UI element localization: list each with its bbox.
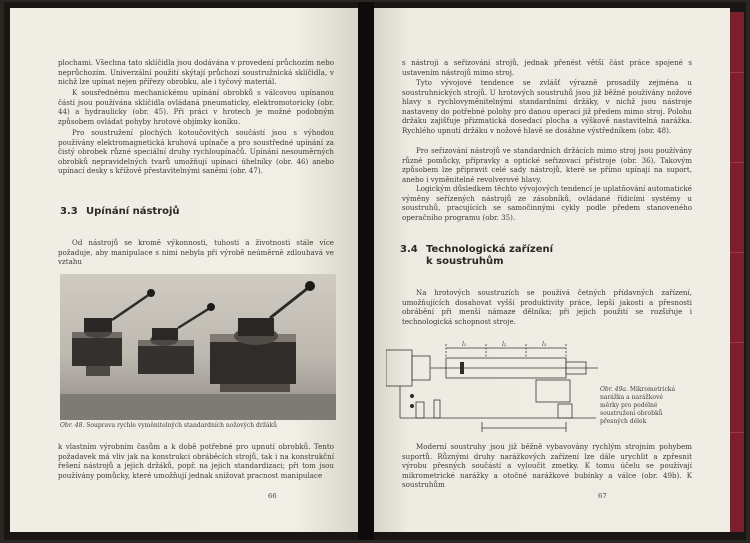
- figure-caption-line: přesných délek: [600, 418, 647, 425]
- figure-49a-diagram: [386, 340, 606, 436]
- paragraph: Logickým důsledkem těchto vývojových tendencí je uplatňování automatické výměny seřízených nástrojů ze zásobníků, ovládané řídicími systémy u soustruhů, pracujících se samočinnými cykly podle předem stanoveného operačního programu (obr. 35).: [402, 184, 692, 222]
- figure-caption-line: narážka a narážkové: [600, 394, 663, 401]
- section-number: 3.4: [400, 244, 418, 255]
- paragraph: K sousřednému mechanickému upínání obrobků s válcovou upínanou částí jsou používána sklíčidla ovládaná pneumaticky, elektromotoricky (obr. 44) a hydraulicky (obr. 45). Při práci v hrotech je možné podobným způsobem ovládat pohyby hrotové objímky koníku.: [58, 88, 334, 126]
- page-number: 67: [598, 492, 607, 500]
- figure-caption-text: Souprava rychle vyměnitelných standardních nožových držáků: [86, 422, 278, 429]
- dim-label: l₃: [542, 341, 547, 348]
- paragraph: s nástroji a seřizování strojů, jednak přenést větší část práce spojené s ustavením nástrojů mimo stroj.: [402, 58, 692, 77]
- figure-caption-line: měrky pro podélné: [600, 402, 658, 409]
- paragraph: Na hrotových soustruzích se používá četných přídavných zařízení, umožňujících dosahovat vyšší produktivity práce, lepší jakosti a přesnosti obrábění při menší námaze dělníka; při jejich použití se rozšiřuje i technologická schopnost stroje.: [402, 288, 692, 326]
- paragraph: Tyto vývojové tendence se zvlášť výrazně prosadily zejména u soustruhnických strojů. U hrotových soustruhů jsou již běžné používány nožové hlavy s rychlovyměnitelnými standardními držáky, v nichž jsou nástroje nastaveny do potřebné polohy pro danou operaci již předem mimo stroj. Polohu držáku zajišťuje přizmatická dosedací plocha a výškově nastavitelná narážka. Rychlého upnutí držáku v nožové hlavě se dosáhne výstředníkem (obr. 48).: [402, 78, 692, 135]
- paragraph: Moderní soustruhy jsou již běžně vybavovány rychlým strojním pohybem suportů. Různými druhy narážkových zařízení lze dále urychlit a zpřesnit výrobu přesných součástí a vyloučit zmetky. K tomu účelu se používají mikrometrické narážky a otočné narážkové bubínky a válce (obr. 49b). K soustruhům: [402, 442, 692, 490]
- figure-caption-line: soustružení obrobků: [600, 410, 663, 417]
- figure-label: Obr. 48.: [60, 422, 85, 429]
- paragraph: Pro soustružení plochých kotoučovitých součástí jsou s výhodou používány elektromagnetická kruhová upínače a pro soustředné upínání za čistý obrobek různé speciální druhy rychloupínačů. Upínání nesouměrných obrobků nepravidelných tvarů umožňují upínací úhelníky (obr. 46) anebo upínací desky s křížově přestavitelnými saněmi (obr. 47).: [58, 128, 334, 176]
- dim-label: l₂: [502, 341, 507, 348]
- right-page: [374, 8, 730, 532]
- figure-48-photo: [60, 274, 336, 420]
- section-number: 3.3: [60, 206, 78, 217]
- bookmark-edge: [730, 12, 744, 532]
- dim-label: l₁: [462, 341, 467, 348]
- paragraph: Pro seřizování nástrojů ve standardních držácích mimo stroj jsou používány různé pomůcky, přípravky a optické seřizovací přístroje (obr. 36). Takovým způsobem lze připravit celé sady nástrojů, které se přímo upínají na suport, anebo i vyměnitelné revolverové hlavy.: [402, 146, 692, 184]
- page-number: 66: [268, 492, 277, 500]
- section-title: Upínání nástrojů: [86, 206, 180, 217]
- section-heading: [60, 206, 180, 217]
- section-heading: [400, 244, 553, 268]
- left-page: [10, 8, 358, 532]
- figure-49a-caption: [600, 386, 692, 426]
- figure-caption-line: Mikrometrická: [629, 386, 676, 393]
- figure-48-caption: [60, 422, 340, 430]
- section-title-line2: k soustruhům: [426, 256, 504, 267]
- book-gutter: [358, 2, 374, 540]
- figure-label: Obr. 49a.: [600, 386, 628, 393]
- paragraph: Od nástrojů se kromě výkonnosti, tuhosti a životnosti stále více požaduje, aby manipulace s nimi nebyla při výrobě neúměrně zdlouhavá ve vztahu: [58, 238, 334, 267]
- section-title: Technologická zařízení: [426, 244, 554, 255]
- book-spread: [4, 2, 746, 540]
- paragraph: k vlastním výrobním časům a k době potřebné pro upnutí obrobků. Tento požadavek má vliv jak na konstrukci obráběcích strojů, tak i na konstrukční řešení nástrojů a jejich držáků, popř. na jejich standardizaci; při tom jsou používány pomůcky, které umožňují jednak snižovat pracnost manipulace: [58, 442, 334, 480]
- paragraph: plochami. Všechna tato sklíčidla jsou dodávána v provedení průchozím nebo neprůchozím. Univerzální použití skýtají průchozí soustružnická sklíčidla, v nichž lze upínat nejen přířezy obrobku, ale i tyčový materiál.: [58, 58, 334, 87]
